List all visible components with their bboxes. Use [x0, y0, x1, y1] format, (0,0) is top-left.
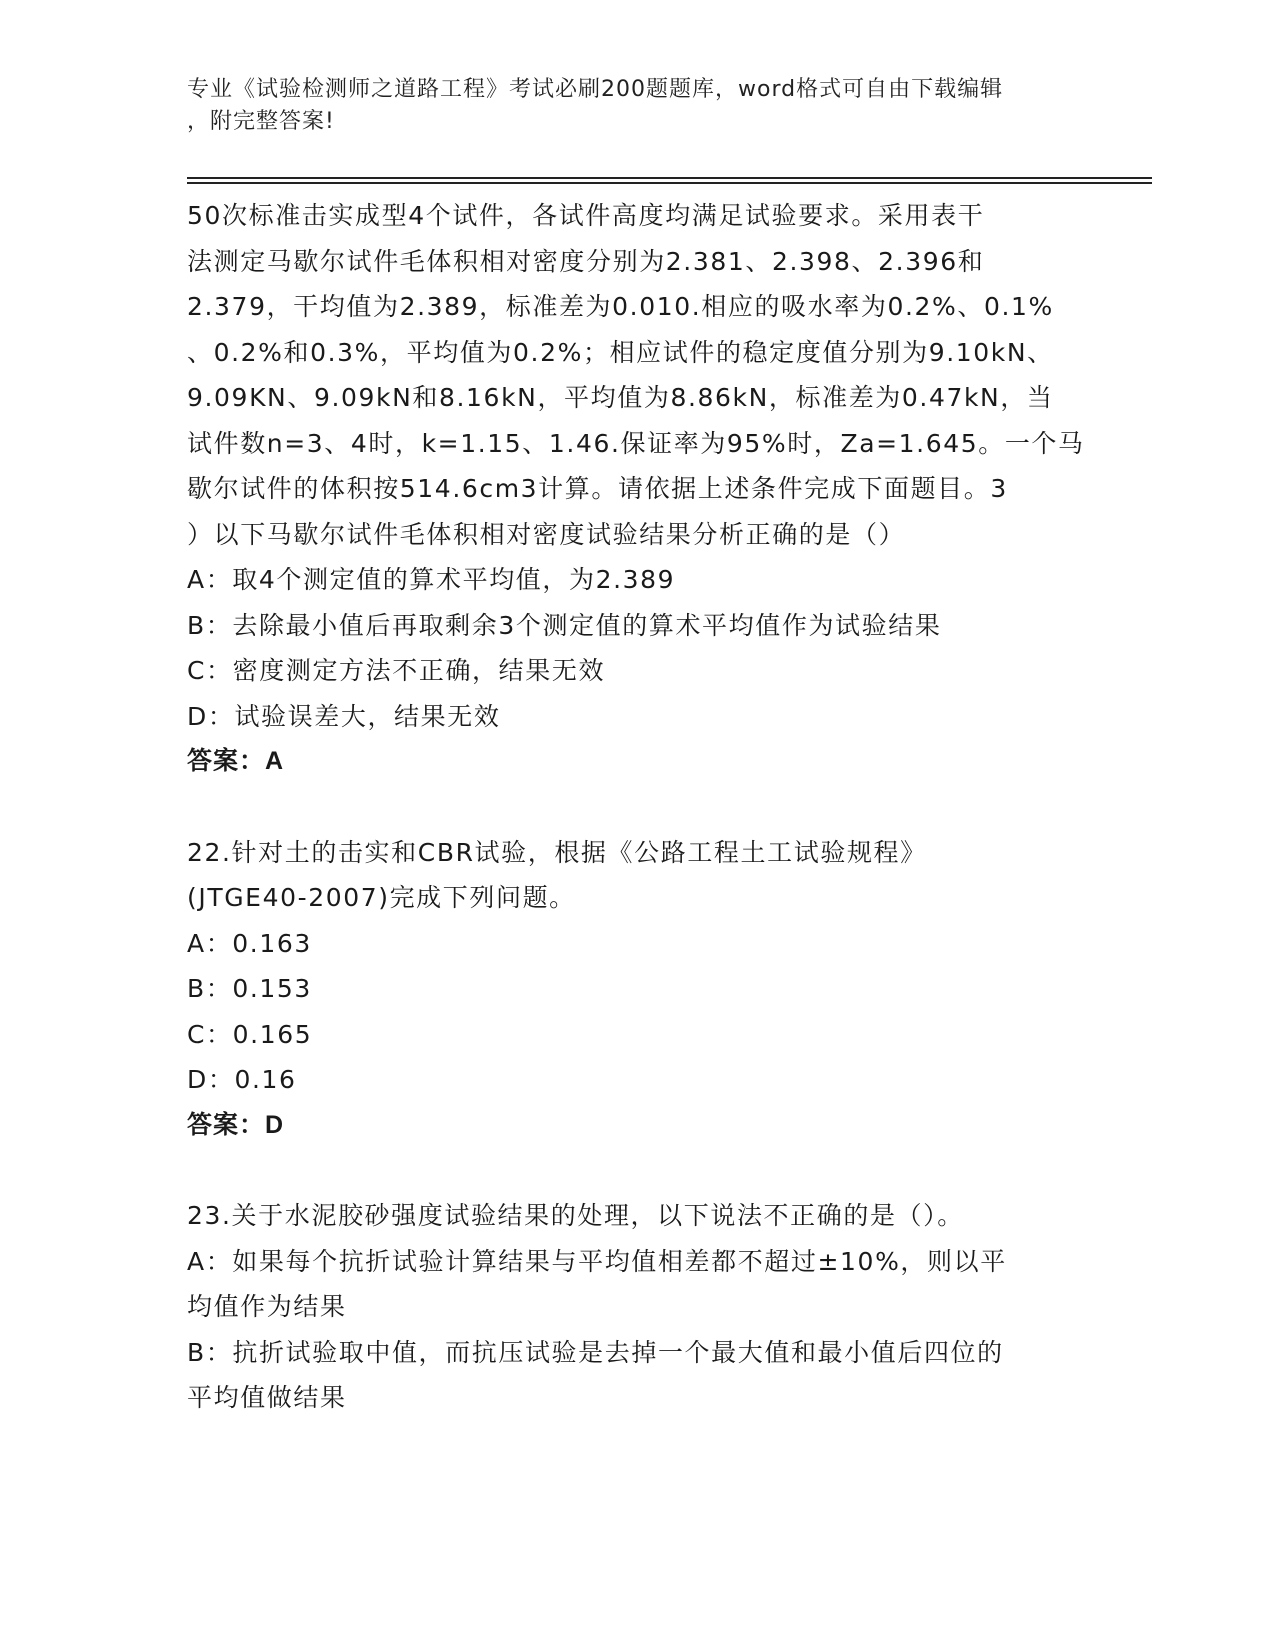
header-divider-bottom: [187, 182, 1152, 184]
document-header: [187, 74, 1087, 138]
question-stem-line: ）以下马歇尔试件毛体积相对密度试验结果分析正确的是（）: [187, 519, 906, 549]
question-stem-line: 试件数n=3、4时，k=1.15、1.46.保证率为95%时，Za=1.645。一个马: [187, 428, 1085, 458]
question-stem-line: 、0.2%和0.3%，平均值为0.2%；相应试件的稳定度值分别为9.10kN、: [187, 337, 1054, 367]
question-stem-line: 9.09KN、9.09kN和8.16kN，平均值为8.86kN，标准差为0.47kN，当: [187, 383, 1054, 412]
answer-label: 答案：D: [187, 1110, 285, 1139]
option-d: D：0.16: [187, 1065, 297, 1094]
option-a-continued: 均值作为结果: [187, 1292, 347, 1321]
question-list: [187, 193, 1087, 1421]
question-stem-line: 22.针对土的击实和CBR试验，根据《公路工程土工试验规程》: [187, 837, 927, 867]
header-title-line: 专业《试验检测师之道路工程》考试必刷200题题库，word格式可自由下载编辑: [187, 77, 1004, 102]
question-stem-line: 50次标准击实成型4个试件，各试件高度均满足试验要求。采用表干: [187, 201, 985, 230]
question-21: [187, 193, 1087, 785]
question-23: [187, 1193, 1087, 1421]
option-a: A：0.163: [187, 928, 312, 958]
option-b-continued: 平均值做结果: [187, 1383, 347, 1412]
question-spacer: [187, 785, 1087, 830]
option-a: A：取4个测定值的算术平均值，为2.389: [187, 565, 676, 594]
option-b: B：去除最小值后再取剩余3个测定值的算术平均值作为试验结果: [187, 610, 942, 640]
header-title-line-continued: ，附完整答案!: [187, 109, 335, 134]
question-spacer: [187, 1148, 1087, 1193]
option-c: C：密度测定方法不正确，结果无效: [187, 656, 606, 685]
option-d: D：试验误差大，结果无效: [187, 701, 501, 731]
question-stem-line: 歇尔试件的体积按514.6cm3计算。请依据上述条件完成下面题目。3: [187, 474, 1008, 503]
question-stem-line: 2.379，干均值为2.389，标准差为0.010.相应的吸水率为0.2%、0.1%: [187, 292, 1054, 321]
question-stem-line: 23.关于水泥胶砂强度试验结果的处理，以下说法不正确的是（）。: [187, 1201, 964, 1230]
question-22: [187, 830, 1087, 1149]
option-a: A：如果每个抗折试验计算结果与平均值相差都不超过±10%，则以平: [187, 1246, 1007, 1276]
question-stem-line: (JTGE40-2007)完成下列问题。: [187, 883, 576, 912]
option-b: B：抗折试验取中值，而抗压试验是去掉一个最大值和最小值后四位的: [187, 1337, 1004, 1367]
answer-label: 答案：A: [187, 747, 285, 775]
option-c: C：0.165: [187, 1019, 313, 1049]
question-stem-line: 法测定马歇尔试件毛体积相对密度分别为2.381、2.398、2.396和: [187, 246, 985, 276]
option-b: B：0.153: [187, 974, 312, 1003]
header-divider-top: [187, 177, 1152, 179]
